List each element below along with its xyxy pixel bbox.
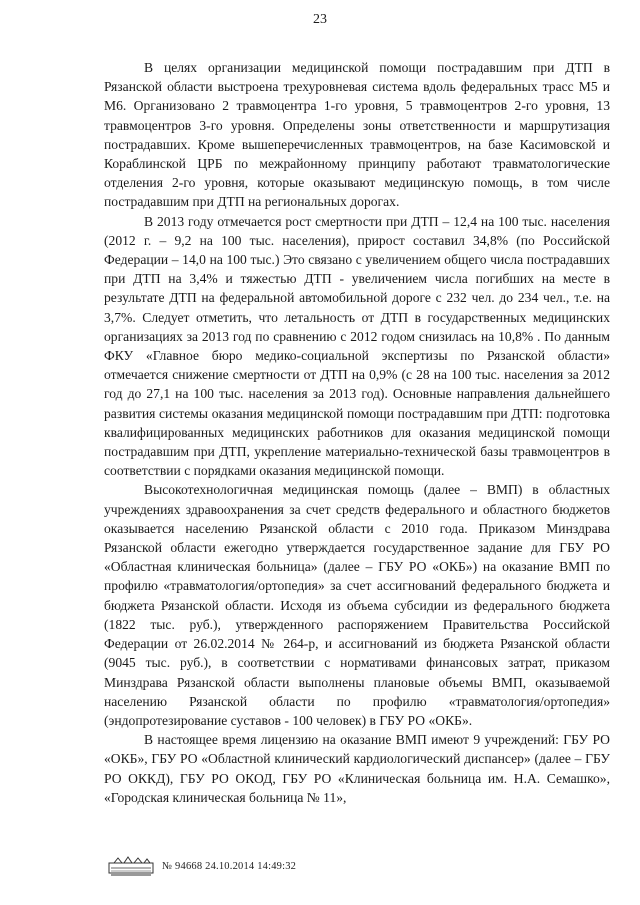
page-number: 23	[313, 12, 327, 27]
paragraph-licenses: В настоящее время лицензию на оказание ВМП имеют 9 учреждений: ГБУ РО «ОКБ», ГБУ РО «Областной клинический кардиологический диспансер» (далее – ГБУ РО ОККД), ГБУ РО ОКОД, ГБУ РО «Клиническая больница им. Н.А. Семашко», «Городская клиническая больница № 11»,	[104, 732, 610, 805]
document-stamp: № 94668 24.10.2014 14:49:32	[162, 860, 297, 872]
paragraph-trauma-centers: В целях организации медицинской помощи пострадавшим при ДТП в Рязанской области выстроена трехуровневая система вдоль федеральных трасс М5 и М6. Организовано 2 травмоцентра 1-го уровня, 5 травмоцентров 2-го уровня, 13 травмоцентров 3-го уровня. Определены зоны ответственности и маршрутизация пострадавших. Кроме вышеперечисленных травмоцентров, на базе Касимовской и Кораблинской ЦРБ по межрайонному принципу работают травматологические отделения 2-го уровня, которые оказывают медицинскую помощь, в том числе пострадавшим при ДТП на региональных дорогах.	[104, 60, 610, 210]
footer	[108, 854, 296, 878]
paragraph-high-tech-care: Высокотехнологичная медицинская помощь (далее – ВМП) в областных учреждениях здравоохранения за счет средств федерального и областного бюджетов оказывается населению Рязанской области с 2010 года. Приказом Минздрава Рязанской области ежегодно утверждается государственное задание для ГБУ РО «Областная клиническая больница» (далее – ГБУ РО «ОКБ») на оказание ВМП по профилю «травматология/ортопедия» за счет ассигнований федерального бюджета и бюджета Рязанской области. Исходя из объема субсидии из федерального бюджета (1822 тыс. руб.), утвержденного распоряжением Правительства Российской Федерации от 26.02.2014 № 264-р, и ассигнований из бюджета Рязанской области (9045 тыс. руб.), в соответствии с нормативами финансовых затрат, приказом Минздрава Рязанской области выполнены плановые объемы ВМП, оказываемой населению Рязанской области по профилю «травматология/ортопедия» (эндопротезирование суставов - 100 человек) в ГБУ РО «ОКБ».	[104, 482, 610, 728]
body-text	[104, 58, 610, 807]
paragraph-mortality: В 2013 году отмечается рост смертности при ДТП – 12,4 на 100 тыс. населения (2012 г. – 9,2 на 100 тыс. населения), прирост составил 34,8% (по Российской Федерации – 14,0 на 100 тыс.) Это связано с увеличением общего числа пострадавших при ДТП на 3,4% и тяжестью ДТП - увеличением числа погибших на месте в результате ДТП на федеральной автомобильной дороге с 232 чел. до 234 чел., т.е. на 3,7%. Следует отметить, что летальность от ДТП в государственных медицинских организациях за 2013 год по сравнению с 2012 годом снизилась на 10,8% . По данным ФКУ «Главное бюро медико-социальной экспертизы по Рязанской области» отмечается снижение смертности от ДТП на 0,9% (с 28 на 100 тыс. населения за 2012 год до 27,1 на 100 тыс. населения за 2013 год). Основные направления дальнейшего развития системы оказания медицинской помощи пострадавшим при ДТП: подготовка квалифицированных медицинских работников для оказания медицинской помощи пострадавшим при ДТП, укрепление материально-технической базы травмоцентров в соответствии с порядками оказания медицинской помощи.	[104, 213, 610, 479]
electronic-document-logo-icon	[108, 855, 154, 877]
